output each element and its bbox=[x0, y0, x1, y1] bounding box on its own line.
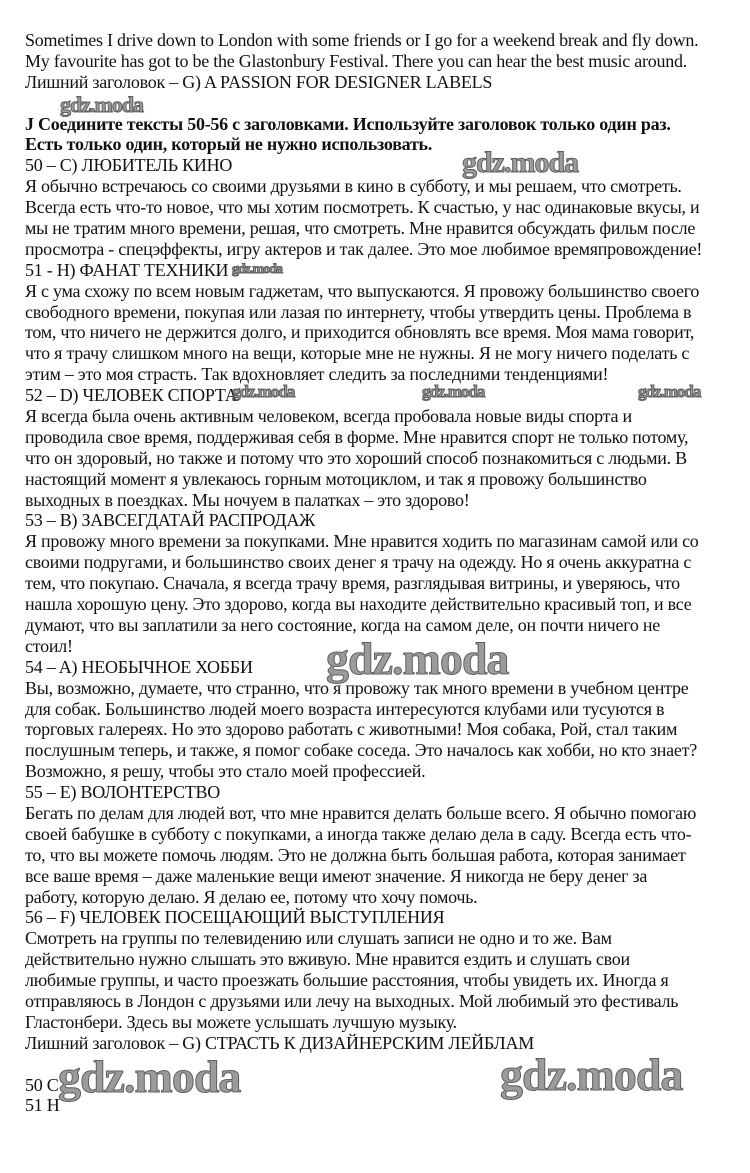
paragraph-line: торговых галереях. Но это здорово работать с животными! Моя собака, Рой, стал таким bbox=[25, 719, 678, 740]
paragraph-line: Гластонбери. Здесь вы можете услышать лучшую музыку. bbox=[25, 1011, 457, 1032]
paragraph-line: любимые группы, и часто проезжать большие расстояния, чтобы увидеть их. Иногда я bbox=[25, 970, 669, 991]
paragraph-line: проводила свое время, поддерживая себя в форме. Мне нравится спорт не только потому, bbox=[25, 426, 689, 447]
paragraph-line: Я провожу много времени за покупками. Мне нравится ходить по магазинам самой или со bbox=[25, 531, 699, 552]
paragraph-line: мы не тратим много времени, решая, что смотреть. Мне нравится обсуждать фильм после bbox=[25, 218, 696, 239]
paragraph-line: просмотра - спецэффекты, игру актеров и так далее. Это мое любимое времяпровождение! bbox=[25, 238, 703, 259]
paragraph-line: своей бабушке в субботу с покупками, а иногда также делаю дела в саду. Всегда есть что- bbox=[25, 823, 692, 844]
paragraph-line: Всегда есть что-то новое, что мы хотим посмотреть. К счастью, у нас одинаковые вкусы, и bbox=[25, 197, 700, 218]
paragraph-line: послушным теперь, и также, я помог собаке соседа. Это началось как хобби, но кто знает? bbox=[25, 740, 697, 761]
watermark: gdz.moda bbox=[326, 633, 509, 684]
paragraph-line: Sometimes I drive down to London with some friends or I go for a weekend break and fly down. bbox=[25, 30, 699, 50]
paragraph-line: свободного времени, покупая или лазая по интернету, чтобы утвердить цены. Проблема в bbox=[25, 301, 692, 322]
section-heading: 53 – B) ЗАВСЕГДАТАЙ РАСПРОДАЖ bbox=[25, 510, 315, 531]
watermark: gdz.moda bbox=[462, 146, 579, 179]
paragraph-line: то, что вы можете помочь людям. Это не должна быть большая работа, которая занимает bbox=[25, 844, 686, 865]
paragraph-line: работу, которую делаю. Я делаю ее, потому что хочу помочь. bbox=[25, 886, 478, 907]
paragraph-line: Бегать по делам для людей вот, что мне нравится делать больше всего. Я обычно помогаю bbox=[25, 802, 697, 823]
section-heading: 55 – E) ВОЛОНТЕРСТВО bbox=[25, 782, 221, 803]
paragraph-line: что он здоровый, но также и потому что это хороший способ познакомиться с людьми. В bbox=[25, 447, 687, 468]
paragraph-line: своими подругами, и большинство своих денег я трачу на одежду. Но я очень аккуратна с bbox=[25, 552, 692, 573]
paragraph-line: том, что ничего не держится долго, и приходится обновлять все время. Моя мама говорит, bbox=[25, 322, 695, 343]
paragraph-line: для собак. Большинство людей моего возраста интересуются клубами или тусуются в bbox=[25, 698, 665, 719]
paragraph-line: настоящий момент я увлекаюсь горным мотоциклом, и так я провожу большинство bbox=[25, 468, 647, 489]
paragraph-line: Вы, возможно, думаете, что странно, что я провожу так много времени в учебном центре bbox=[25, 677, 689, 698]
paragraph-line: Я с ума схожу по всем новым гаджетам, что выпускаются. Я провожу большинство своего bbox=[25, 280, 700, 301]
watermark: gdz.moda bbox=[232, 262, 282, 277]
watermark: gdz.moda bbox=[422, 382, 485, 401]
paragraph-line: все ваше время – даже маленькие вещи имеют значение. Я никогда не беру денег за bbox=[25, 865, 648, 886]
watermark: gdz.moda bbox=[232, 382, 295, 401]
section-heading: 56 – F) ЧЕЛОВЕК ПОСЕЩАЮЩИЙ ВЫСТУПЛЕНИЯ bbox=[25, 907, 445, 928]
paragraph-line: Лишний заголовок – G) A PASSION FOR DESIGNER LABELS bbox=[25, 71, 493, 92]
document-page bbox=[25, 30, 702, 1116]
paragraph-line: стоил! bbox=[25, 635, 73, 656]
section-heading: 54 – A) НЕОБЫЧНОЕ ХОББИ bbox=[25, 656, 253, 677]
answer-line: 50 C bbox=[25, 1074, 59, 1095]
watermark: gdz.moda bbox=[638, 382, 701, 401]
section-heading: 50 – C) ЛЮБИТЕЛЬ КИНО bbox=[25, 155, 233, 176]
paragraph-line: что я трачу слишком много на вещи, которые мне не нужны. Я не могу ничего поделать с bbox=[25, 343, 690, 364]
watermark: gdz.moda bbox=[60, 92, 144, 117]
paragraph-line: думают, что вы заплатили за него состояние, когда на самом деле, он почти ничего не bbox=[25, 614, 661, 635]
paragraph-line: Возможно, я решу, чтобы это стало моей профессией. bbox=[25, 761, 426, 782]
paragraph-line: этим – это моя страсть. Так вдохновляет следить за последними тенденциями! bbox=[25, 364, 609, 385]
extra-heading: Лишний заголовок – G) СТРАСТЬ К ДИЗАЙНЕРСКИМ ЛЕЙБЛАМ bbox=[25, 1032, 534, 1053]
paragraph-line: тем, что покупаю. Сначала, я всегда трачу время, разглядывая витрины, и уверяюсь, что bbox=[25, 573, 680, 594]
watermark: gdz.moda bbox=[58, 1051, 241, 1102]
paragraph-line: отправляюсь в Лондон с друзьями или лечу на выходных. Мой любимый это фестиваль bbox=[25, 990, 679, 1011]
section-heading: 52 – D) ЧЕЛОВЕК СПОРТА bbox=[25, 385, 238, 406]
watermark: gdz.moda bbox=[500, 1049, 683, 1100]
section-heading: 51 - H) ФАНАТ ТЕХНИКИ bbox=[25, 259, 229, 280]
paragraph-line: нашла хорошую цену. Это здорово, когда вы находите действительно красивый топ, и все bbox=[25, 594, 692, 615]
paragraph-line: выходных в поездках. Мы ночуем в палатках – это здорово! bbox=[25, 489, 470, 510]
paragraph-line: действительно нужно слышать это вживую. Мне нравится ездить и слушать свои bbox=[25, 949, 630, 970]
paragraph-line: Я всегда была очень активным человеком, всегда пробовала новые виды спорта и bbox=[25, 406, 632, 427]
answer-line: 51 H bbox=[25, 1095, 60, 1116]
paragraph-line: Смотреть на группы по телевидению или слушать записи не одно и то же. Вам bbox=[25, 928, 612, 949]
paragraph-line: Я обычно встречаюсь со своими друзьями в кино в субботу, и мы решаем, что смотреть. bbox=[25, 176, 682, 197]
paragraph-line: My favourite has got to be the Glastonbury Festival. There you can hear the best music around. bbox=[25, 50, 687, 71]
task-instruction: J Соедините тексты 50-56 с заголовками. Используйте заголовок только один раз. bbox=[25, 113, 671, 134]
task-instruction: Есть только один, который не нужно использовать. bbox=[25, 134, 433, 155]
